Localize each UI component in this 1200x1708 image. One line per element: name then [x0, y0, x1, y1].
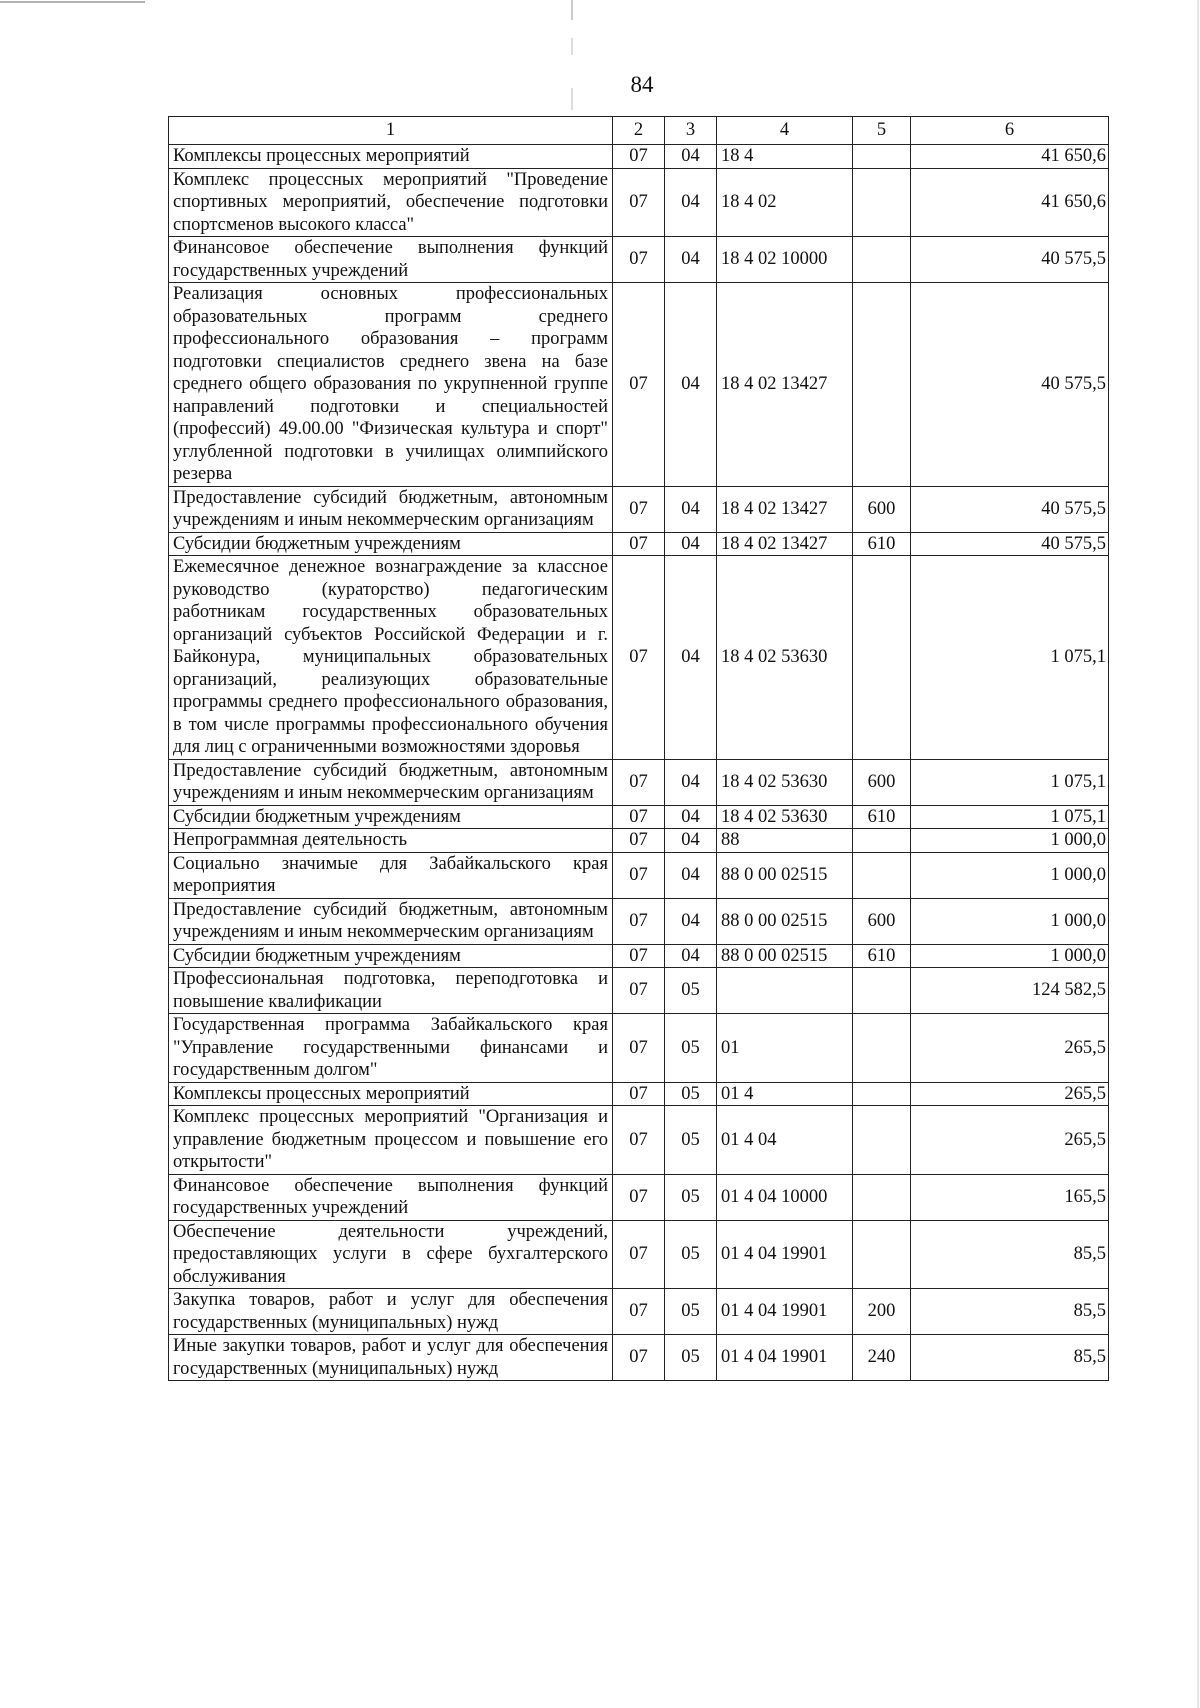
row-target-code: 01 4 04 10000 — [717, 1174, 853, 1220]
table-row — [169, 1082, 1109, 1106]
row-section: 07 — [613, 829, 665, 853]
row-amount: 40 575,5 — [911, 486, 1109, 532]
row-name: Ежемесячное денежное вознаграждение за классное руководство (кураторство) педагогическим работникам государственных образовательных организаций субъектов Российской Федерации и г. Байконура, муниципальных образовательных организаций, реализующих образовательные программы среднего профессионального образования, в том числе программы профессионального обучения для лиц с ограниченными возможностями здоровья — [169, 556, 613, 760]
table-row — [169, 852, 1109, 898]
row-subsection: 04 — [665, 898, 717, 944]
row-amount: 41 650,6 — [911, 168, 1109, 237]
header-cell: 4 — [717, 117, 853, 145]
row-name: Социально значимые для Забайкальского края мероприятия — [169, 852, 613, 898]
row-name: Комплексы процессных мероприятий — [169, 145, 613, 169]
row-name: Финансовое обеспечение выполнения функций государственных учреждений — [169, 1174, 613, 1220]
table-row — [169, 1174, 1109, 1220]
row-subsection: 04 — [665, 829, 717, 853]
header-cell: 5 — [853, 117, 911, 145]
row-subsection: 05 — [665, 1220, 717, 1289]
row-target-code: 01 4 04 19901 — [717, 1220, 853, 1289]
row-expense-type — [853, 1220, 911, 1289]
row-target-code: 18 4 02 53630 — [717, 805, 853, 829]
table-row — [169, 829, 1109, 853]
row-target-code: 01 4 04 19901 — [717, 1335, 853, 1381]
row-amount: 1 000,0 — [911, 898, 1109, 944]
row-subsection: 05 — [665, 968, 717, 1014]
row-section: 07 — [613, 532, 665, 556]
row-amount: 40 575,5 — [911, 283, 1109, 487]
row-section: 07 — [613, 1106, 665, 1175]
row-expense-type: 610 — [853, 944, 911, 968]
table-row — [169, 486, 1109, 532]
row-expense-type — [853, 829, 911, 853]
row-section: 07 — [613, 1220, 665, 1289]
page-number: 84 — [630, 72, 654, 97]
row-amount: 265,5 — [911, 1014, 1109, 1083]
row-section: 07 — [613, 759, 665, 805]
row-subsection: 04 — [665, 168, 717, 237]
row-section: 07 — [613, 898, 665, 944]
row-target-code: 88 — [717, 829, 853, 853]
row-target-code: 88 0 00 02515 — [717, 898, 853, 944]
row-expense-type: 610 — [853, 805, 911, 829]
row-target-code: 18 4 02 13427 — [717, 283, 853, 487]
row-target-code: 18 4 02 53630 — [717, 556, 853, 760]
row-expense-type: 610 — [853, 532, 911, 556]
header-cell: 6 — [911, 117, 1109, 145]
table-row — [169, 532, 1109, 556]
row-name: Реализация основных профессиональных образовательных программ среднего профессионального образования – программ подготовки специалистов среднего звена на базе среднего общего образования по укрупненной группе направлений подготовки и специальностей (профессий) 49.00.00 "Физическая культура и спорт" углубленной подготовки в училищах олимпийского резерва — [169, 283, 613, 487]
header-cell: 1 — [169, 117, 613, 145]
table-body — [169, 117, 1109, 1381]
table-row — [169, 1289, 1109, 1335]
row-target-code: 01 4 — [717, 1082, 853, 1106]
row-name: Комплексы процессных мероприятий — [169, 1082, 613, 1106]
row-target-code: 18 4 — [717, 145, 853, 169]
table-row — [169, 237, 1109, 283]
row-target-code: 01 — [717, 1014, 853, 1083]
header-cell: 3 — [665, 117, 717, 145]
row-target-code: 01 4 04 19901 — [717, 1289, 853, 1335]
row-name: Предоставление субсидий бюджетным, автономным учреждениям и иным некоммерческим организациям — [169, 759, 613, 805]
table-row — [169, 944, 1109, 968]
row-amount: 1 075,1 — [911, 556, 1109, 760]
row-name: Предоставление субсидий бюджетным, автономным учреждениям и иным некоммерческим организациям — [169, 486, 613, 532]
row-subsection: 04 — [665, 759, 717, 805]
row-section: 07 — [613, 1174, 665, 1220]
row-section: 07 — [613, 283, 665, 487]
row-expense-type — [853, 1014, 911, 1083]
row-expense-type — [853, 1174, 911, 1220]
row-name: Субсидии бюджетным учреждениям — [169, 805, 613, 829]
table-row — [169, 1335, 1109, 1381]
row-expense-type — [853, 283, 911, 487]
row-target-code: 88 0 00 02515 — [717, 944, 853, 968]
row-section: 07 — [613, 968, 665, 1014]
row-expense-type — [853, 968, 911, 1014]
row-section: 07 — [613, 486, 665, 532]
row-amount: 40 575,5 — [911, 237, 1109, 283]
row-name: Субсидии бюджетным учреждениям — [169, 944, 613, 968]
row-amount: 85,5 — [911, 1220, 1109, 1289]
table-row — [169, 283, 1109, 487]
row-subsection: 04 — [665, 852, 717, 898]
row-amount: 41 650,6 — [911, 145, 1109, 169]
row-name: Комплекс процессных мероприятий "Проведение спортивных мероприятий, обеспечение подготовки спортсменов высокого класса" — [169, 168, 613, 237]
row-expense-type: 600 — [853, 898, 911, 944]
table-row — [169, 759, 1109, 805]
row-amount: 85,5 — [911, 1335, 1109, 1381]
header-cell: 2 — [613, 117, 665, 145]
row-section: 07 — [613, 805, 665, 829]
row-amount: 40 575,5 — [911, 532, 1109, 556]
row-amount: 85,5 — [911, 1289, 1109, 1335]
row-amount: 265,5 — [911, 1082, 1109, 1106]
row-expense-type: 200 — [853, 1289, 911, 1335]
row-section: 07 — [613, 237, 665, 283]
table-row — [169, 805, 1109, 829]
row-name: Субсидии бюджетным учреждениям — [169, 532, 613, 556]
row-target-code: 18 4 02 10000 — [717, 237, 853, 283]
table-row — [169, 968, 1109, 1014]
table-row — [169, 1014, 1109, 1083]
table-row — [169, 1106, 1109, 1175]
row-expense-type — [853, 168, 911, 237]
row-amount: 265,5 — [911, 1106, 1109, 1175]
row-section: 07 — [613, 1289, 665, 1335]
row-section: 07 — [613, 556, 665, 760]
row-subsection: 05 — [665, 1335, 717, 1381]
row-subsection: 05 — [665, 1014, 717, 1083]
table-row — [169, 145, 1109, 169]
row-name: Комплекс процессных мероприятий "Организация и управление бюджетным процессом и повышение его открытости" — [169, 1106, 613, 1175]
table-row — [169, 556, 1109, 760]
row-amount: 1 075,1 — [911, 805, 1109, 829]
row-expense-type — [853, 1082, 911, 1106]
row-expense-type: 600 — [853, 486, 911, 532]
row-name: Государственная программа Забайкальского края "Управление государственными финансами и государственным долгом" — [169, 1014, 613, 1083]
row-target-code: 18 4 02 — [717, 168, 853, 237]
row-section: 07 — [613, 1014, 665, 1083]
row-subsection: 05 — [665, 1106, 717, 1175]
row-subsection: 04 — [665, 532, 717, 556]
row-section: 07 — [613, 1335, 665, 1381]
budget-table — [168, 116, 1109, 1381]
row-amount: 1 075,1 — [911, 759, 1109, 805]
row-target-code — [717, 968, 853, 1014]
row-subsection: 04 — [665, 283, 717, 487]
row-name: Иные закупки товаров, работ и услуг для обеспечения государственных (муниципальных) нужд — [169, 1335, 613, 1381]
row-subsection: 05 — [665, 1174, 717, 1220]
row-name: Закупка товаров, работ и услуг для обеспечения государственных (муниципальных) нужд — [169, 1289, 613, 1335]
table-row — [169, 168, 1109, 237]
row-amount: 1 000,0 — [911, 944, 1109, 968]
row-subsection: 05 — [665, 1289, 717, 1335]
row-expense-type — [853, 1106, 911, 1175]
table-row — [169, 1220, 1109, 1289]
row-name: Обеспечение деятельности учреждений, предоставляющих услуги в сфере бухгалтерского обслуживания — [169, 1220, 613, 1289]
row-target-code: 88 0 00 02515 — [717, 852, 853, 898]
row-amount: 1 000,0 — [911, 852, 1109, 898]
row-amount: 1 000,0 — [911, 829, 1109, 853]
row-subsection: 04 — [665, 237, 717, 283]
row-subsection: 04 — [665, 805, 717, 829]
row-section: 07 — [613, 1082, 665, 1106]
row-expense-type — [853, 237, 911, 283]
row-target-code: 18 4 02 13427 — [717, 532, 853, 556]
row-section: 07 — [613, 944, 665, 968]
row-amount: 124 582,5 — [911, 968, 1109, 1014]
row-target-code: 18 4 02 53630 — [717, 759, 853, 805]
row-name: Непрограммная деятельность — [169, 829, 613, 853]
row-expense-type — [853, 852, 911, 898]
row-subsection: 04 — [665, 486, 717, 532]
row-target-code: 18 4 02 13427 — [717, 486, 853, 532]
row-subsection: 04 — [665, 145, 717, 169]
row-name: Предоставление субсидий бюджетным, автономным учреждениям и иным некоммерческим организациям — [169, 898, 613, 944]
row-target-code: 01 4 04 — [717, 1106, 853, 1175]
row-name: Финансовое обеспечение выполнения функций государственных учреждений — [169, 237, 613, 283]
row-expense-type — [853, 145, 911, 169]
row-subsection: 04 — [665, 944, 717, 968]
table-row — [169, 898, 1109, 944]
row-amount: 165,5 — [911, 1174, 1109, 1220]
row-name: Профессиональная подготовка, переподготовка и повышение квалификации — [169, 968, 613, 1014]
row-expense-type: 240 — [853, 1335, 911, 1381]
row-section: 07 — [613, 168, 665, 237]
row-section: 07 — [613, 145, 665, 169]
row-section: 07 — [613, 852, 665, 898]
row-subsection: 05 — [665, 1082, 717, 1106]
row-expense-type — [853, 556, 911, 760]
row-subsection: 04 — [665, 556, 717, 760]
header-row — [169, 117, 1109, 145]
row-expense-type: 600 — [853, 759, 911, 805]
